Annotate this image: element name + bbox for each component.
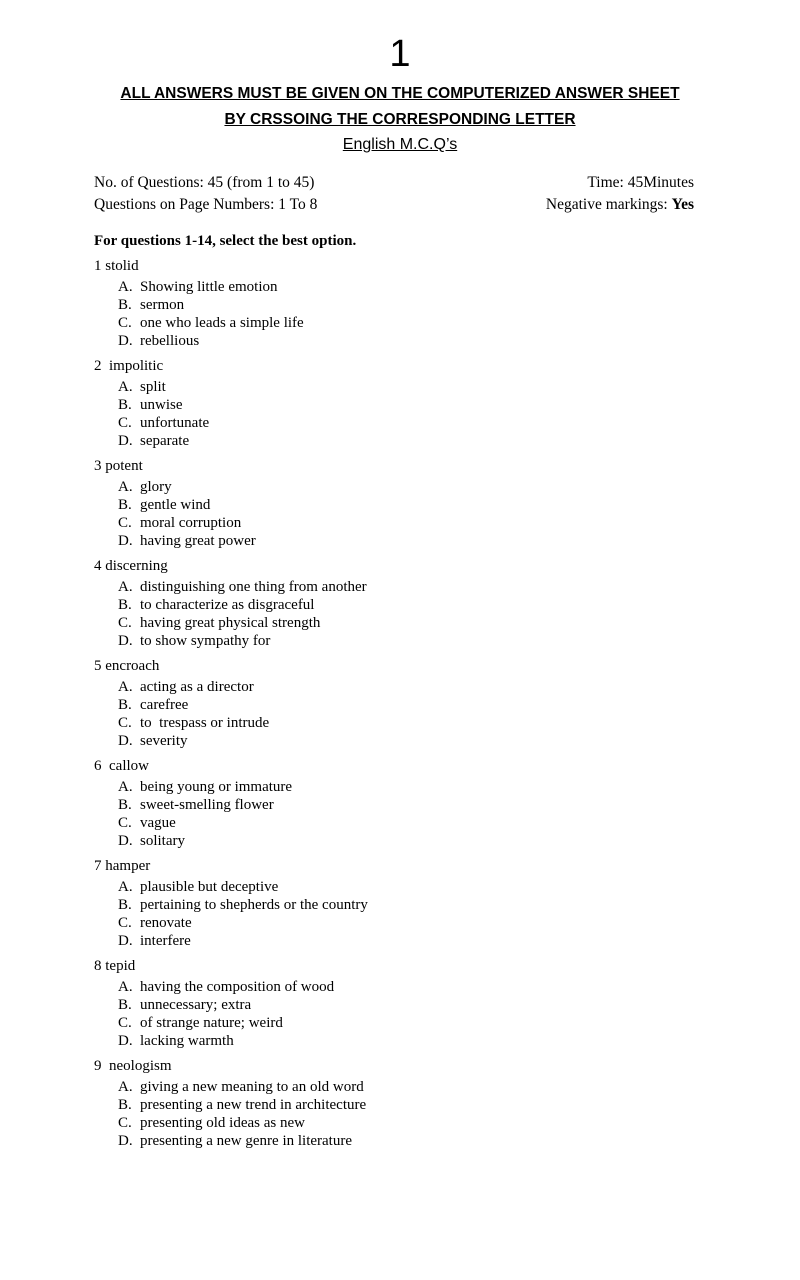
option-list xyxy=(94,978,714,1050)
option-list xyxy=(94,278,714,350)
answer-option xyxy=(118,314,714,332)
negative-marking xyxy=(546,196,694,214)
option-letter: A. xyxy=(118,779,133,795)
option-text: renovate xyxy=(140,915,192,931)
option-letter: B. xyxy=(118,1097,132,1113)
option-text: moral corruption xyxy=(140,515,242,531)
option-letter: B. xyxy=(118,897,132,913)
option-letter: B. xyxy=(118,997,132,1013)
answer-option xyxy=(118,1032,714,1050)
option-letter: D. xyxy=(118,533,133,549)
option-text: presenting a new genre in literature xyxy=(140,1133,352,1149)
option-list xyxy=(94,578,714,650)
answer-option xyxy=(118,714,714,732)
option-letter: C. xyxy=(118,715,132,731)
option-letter: C. xyxy=(118,1115,132,1131)
page-number: 1 xyxy=(389,33,411,75)
option-text: to characterize as disgraceful xyxy=(140,597,315,613)
option-text: sweet-smelling flower xyxy=(140,797,274,813)
option-letter: A. xyxy=(118,279,133,295)
option-letter: A. xyxy=(118,1079,133,1095)
option-letter: C. xyxy=(118,1015,132,1031)
option-list xyxy=(94,478,714,550)
answer-option xyxy=(118,414,714,432)
question-item xyxy=(94,256,714,350)
option-text: sermon xyxy=(140,297,185,313)
headline-line-1: ALL ANSWERS MUST BE GIVEN ON THE COMPUTERIZED ANSWER SHEET xyxy=(120,85,680,102)
option-letter: A. xyxy=(118,679,133,695)
answer-option xyxy=(118,496,714,514)
question-item xyxy=(94,356,714,450)
question-item xyxy=(94,1056,714,1150)
option-letter: A. xyxy=(118,379,133,395)
option-text: carefree xyxy=(140,697,189,713)
answer-option xyxy=(118,978,714,996)
option-text: lacking warmth xyxy=(140,1033,234,1049)
option-letter: C. xyxy=(118,515,132,531)
option-list xyxy=(94,778,714,850)
option-letter: B. xyxy=(118,697,132,713)
question-item xyxy=(94,656,714,750)
answer-option xyxy=(118,1014,714,1032)
answer-option xyxy=(118,478,714,496)
answer-option xyxy=(118,878,714,896)
question-item xyxy=(94,756,714,850)
answer-option xyxy=(118,796,714,814)
option-text: plausible but deceptive xyxy=(140,879,279,895)
option-text: split xyxy=(140,379,166,395)
option-letter: D. xyxy=(118,633,133,649)
answer-option xyxy=(118,1114,714,1132)
option-text: having great power xyxy=(140,533,256,549)
option-text: to trespass or intrude xyxy=(140,715,270,731)
answer-option xyxy=(118,1096,714,1114)
option-letter: D. xyxy=(118,733,133,749)
answer-option xyxy=(118,1078,714,1096)
negative-marking-value: Yes xyxy=(671,196,694,213)
question-list xyxy=(94,256,714,1156)
question-stem: 2 impolitic xyxy=(94,358,164,374)
answer-option xyxy=(118,814,714,832)
answer-option xyxy=(118,732,714,750)
option-list xyxy=(94,878,714,950)
answer-option xyxy=(118,1132,714,1150)
option-letter: B. xyxy=(118,297,132,313)
option-text: pertaining to shepherds or the country xyxy=(140,897,368,913)
option-text: solitary xyxy=(140,833,185,849)
option-letter: D. xyxy=(118,1033,133,1049)
answer-option xyxy=(118,614,714,632)
answer-option xyxy=(118,378,714,396)
answer-option xyxy=(118,932,714,950)
option-text: having great physical strength xyxy=(140,615,321,631)
option-text: Showing little emotion xyxy=(140,279,278,295)
option-letter: A. xyxy=(118,579,133,595)
option-letter: B. xyxy=(118,497,132,513)
negative-marking-label: Negative markings: xyxy=(545,196,672,213)
option-text: having the composition of wood xyxy=(140,979,335,995)
question-item xyxy=(94,956,714,1050)
answer-option xyxy=(118,278,714,296)
answer-option xyxy=(118,514,714,532)
option-letter: A. xyxy=(118,979,133,995)
option-text: presenting old ideas as new xyxy=(140,1115,305,1131)
answer-option xyxy=(118,778,714,796)
option-text: severity xyxy=(140,733,188,749)
option-letter: C. xyxy=(118,415,132,431)
answer-option xyxy=(118,596,714,614)
answer-option xyxy=(118,332,714,350)
option-list xyxy=(94,378,714,450)
option-letter: B. xyxy=(118,597,132,613)
subject-title: English M.C.Q’s xyxy=(342,136,458,153)
option-letter: D. xyxy=(118,1133,133,1149)
option-letter: C. xyxy=(118,315,132,331)
option-letter: A. xyxy=(118,879,133,895)
option-text: unfortunate xyxy=(140,415,210,431)
option-letter: D. xyxy=(118,933,133,949)
question-stem: 4 discerning xyxy=(94,558,168,574)
answer-option xyxy=(118,696,714,714)
answer-option xyxy=(118,832,714,850)
headline-line-2: BY CRSSOING THE CORRESPONDING LETTER xyxy=(224,111,576,128)
question-stem: 9 neologism xyxy=(94,1058,172,1074)
option-letter: D. xyxy=(118,333,133,349)
question-stem: 3 potent xyxy=(94,458,143,474)
answer-option xyxy=(118,996,714,1014)
option-text: unwise xyxy=(140,397,183,413)
option-text: gentle wind xyxy=(140,497,211,513)
answer-option xyxy=(118,632,714,650)
option-text: rebellious xyxy=(140,333,200,349)
answer-option xyxy=(118,578,714,596)
option-text: vague xyxy=(140,815,176,831)
answer-option xyxy=(118,896,714,914)
question-stem: 7 hamper xyxy=(94,858,151,874)
question-stem: 1 stolid xyxy=(94,258,139,274)
option-text: of strange nature; weird xyxy=(140,1015,283,1031)
question-stem: 5 encroach xyxy=(94,658,160,674)
option-text: acting as a director xyxy=(140,679,254,695)
answer-option xyxy=(118,396,714,414)
question-stem: 6 callow xyxy=(94,758,149,774)
questions-count: No. of Questions: 45 (from 1 to 45) xyxy=(94,174,315,191)
option-letter: B. xyxy=(118,397,132,413)
option-letter: A. xyxy=(118,479,133,495)
option-letter: C. xyxy=(118,815,132,831)
question-item xyxy=(94,856,714,950)
question-item xyxy=(94,556,714,650)
option-list xyxy=(94,678,714,750)
question-item xyxy=(94,456,714,550)
option-text: presenting a new trend in architecture xyxy=(140,1097,367,1113)
option-text: giving a new meaning to an old word xyxy=(140,1079,364,1095)
option-text: distinguishing one thing from another xyxy=(140,579,367,595)
option-letter: C. xyxy=(118,615,132,631)
answer-option xyxy=(118,432,714,450)
question-stem: 8 tepid xyxy=(94,958,136,974)
exam-time: Time: 45Minutes xyxy=(587,174,694,191)
option-text: one who leads a simple life xyxy=(140,315,304,331)
answer-option xyxy=(118,532,714,550)
option-text: interfere xyxy=(140,933,191,949)
option-text: glory xyxy=(140,479,172,495)
option-list xyxy=(94,1078,714,1150)
option-letter: D. xyxy=(118,433,133,449)
option-text: unnecessary; extra xyxy=(140,997,252,1013)
answer-option xyxy=(118,296,714,314)
option-text: to show sympathy for xyxy=(140,633,271,649)
answer-option xyxy=(118,914,714,932)
option-text: being young or immature xyxy=(140,779,293,795)
option-text: separate xyxy=(140,433,190,449)
option-letter: B. xyxy=(118,797,132,813)
option-letter: D. xyxy=(118,833,133,849)
questions-pages: Questions on Page Numbers: 1 To 8 xyxy=(94,196,318,213)
answer-option xyxy=(118,678,714,696)
section-instructions: For questions 1-14, select the best option. xyxy=(94,233,357,249)
option-letter: C. xyxy=(118,915,132,931)
